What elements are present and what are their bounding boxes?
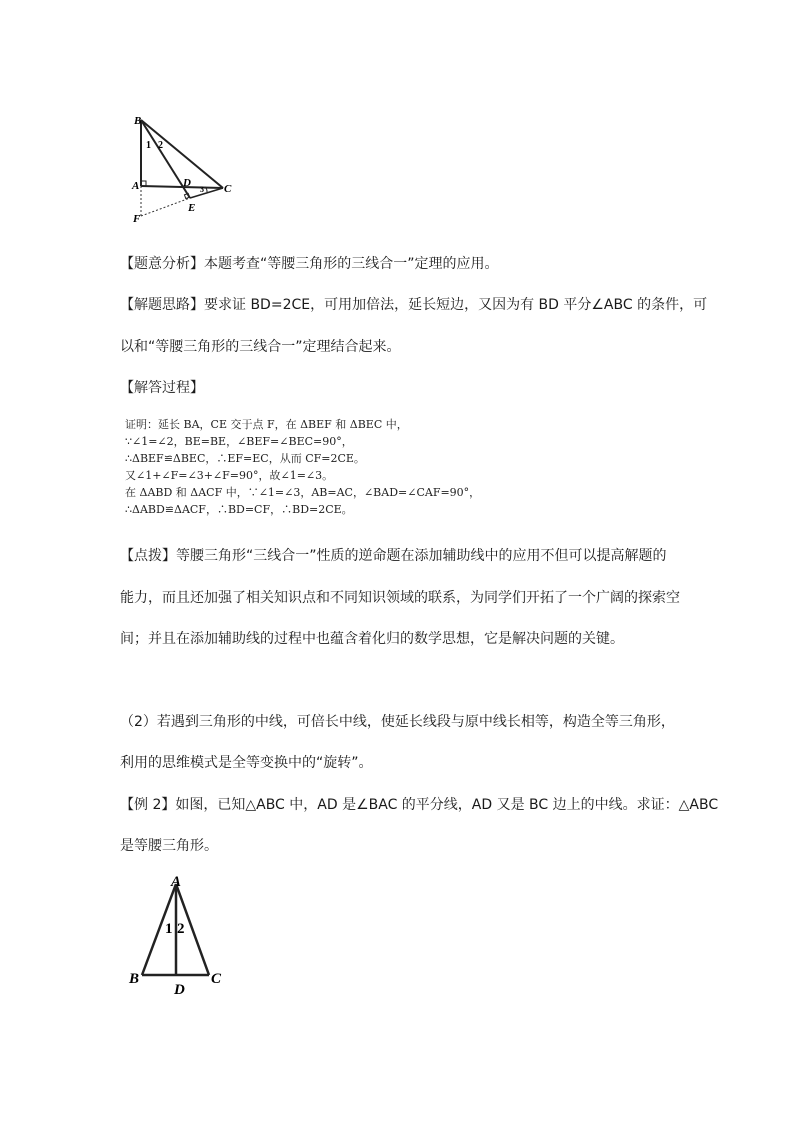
section-2-line-1: （2）若遇到三角形的中线，可倍长中线，使延长线段与原中线长相等，构造全等三角形， — [120, 714, 675, 730]
proof-block — [125, 416, 480, 518]
label-a: A — [171, 874, 182, 890]
label-d: D — [183, 177, 191, 189]
proof-line: ∵∠1=∠2，BE=BE，∠BEF=∠BEC=90°， — [125, 435, 353, 448]
proof-line: ∴ΔABD≌ΔACF，∴BD=CF，∴BD=2CE。 — [125, 503, 353, 516]
tip-text-line-3: 间；并且在添加辅助线的过程中也蕴含着化归的数学思想，它是解决问题的关键。 — [120, 631, 624, 647]
label-a: A — [132, 180, 140, 192]
analysis-text: 【题意分析】本题考查“等腰三角形的三线合一”定理的应用。 — [120, 256, 499, 272]
example-2-line-1: 【例 2】如图，已知△ABC 中，AD 是∠BAC 的平分线，AD 又是 BC 边上的中线。求证：△ABC — [120, 797, 719, 813]
figure-2-diagram — [125, 870, 230, 1000]
proof-line: 又∠1+∠F=∠3+∠F=90°，故∠1=∠3。 — [125, 469, 334, 482]
angle-1-label: 1 — [165, 921, 173, 937]
process-heading: 【解答过程】 — [120, 380, 204, 396]
angle-1-label: 1 — [146, 140, 151, 151]
example-2-line-2: 是等腰三角形。 — [120, 838, 218, 854]
proof-line: 在 ΔABD 和 ΔACF 中，∵∠1=∠3，AB=AC，∠BAD=∠CAF=90°， — [125, 486, 481, 499]
segment-fe-dashed — [141, 198, 190, 216]
angle-3-label: 3 — [200, 185, 204, 194]
label-c: C — [211, 971, 222, 987]
label-f: F — [133, 213, 141, 225]
label-b: B — [134, 115, 142, 127]
label-b: B — [129, 971, 140, 987]
angle-2-label: 2 — [177, 921, 185, 937]
tip-text-line-1: 【点拨】等腰三角形“三线合一”性质的逆命题在添加辅助线中的应用不但可以提高解题的 — [120, 548, 667, 564]
figure-1-diagram — [125, 108, 245, 228]
label-e: E — [188, 202, 196, 214]
right-angle-mark-e — [184, 193, 189, 198]
approach-text-line-1: 【解题思路】要求证 BD=2CE，可用加倍法，延长短边，又因为有 BD 平分∠ABC 的条件，可 — [120, 297, 708, 313]
label-c: C — [224, 183, 232, 195]
label-d: D — [174, 982, 185, 998]
proof-line: ∴ΔBEF≌ΔBEC，∴EF=EC，从而 CF=2CE。 — [125, 452, 365, 465]
segment-bc — [141, 120, 223, 188]
tip-text-line-2: 能力，而且还加强了相关知识点和不同知识领域的联系，为同学们开拓了一个广阔的探索空 — [120, 590, 680, 606]
proof-line: 证明：延长 BA，CE 交于点 F，在 ΔBEF 和 ΔBEC 中， — [125, 418, 408, 431]
angle-2-label: 2 — [158, 140, 163, 151]
approach-text-line-2: 以和“等腰三角形的三线合一”定理结合起来。 — [120, 339, 401, 355]
section-2-line-2: 利用的思维模式是全等变换中的“旋转”。 — [120, 755, 373, 771]
